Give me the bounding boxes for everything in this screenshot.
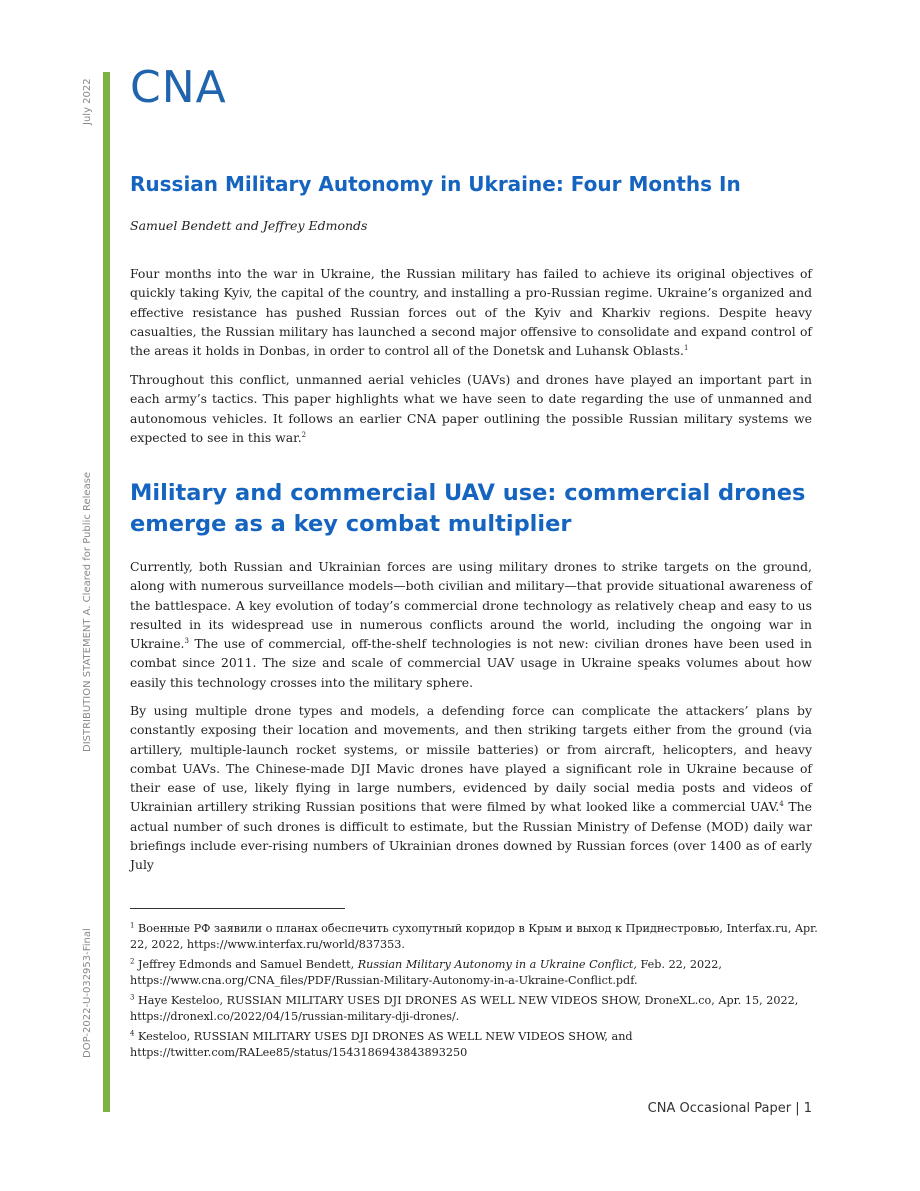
footnote-4-text: Kesteloo, RUSSIAN MILITARY USES DJI DRONES AS WELL NEW VIDEOS SHOW, and https://twitter.com/RALee85/status/1543186943843893250 [130,1030,633,1059]
footnote-3 [130,993,820,1025]
cna-logo [130,62,227,113]
cna-logo-text: CNA [130,62,227,113]
paragraph-2-text: Throughout this conflict, unmanned aerial vehicles (UAVs) and drones have played an important part in each army’s tactics. This paper highlights what we have seen to date regarding the use of unmanned and autonomous vehicles. It follows an earlier CNA paper outlining the possible Russian military systems we expected to see in this war. [130,372,812,445]
authors: Samuel Bendett and Jeffrey Edmonds [130,218,368,233]
footnote-2-number: 2 [130,957,135,966]
footnote-1-number: 1 [130,921,135,930]
footnote-divider [130,908,345,909]
footnote-1 [130,921,820,953]
paragraph-4 [130,701,812,875]
footnote-2-text-b: Feb. 22, 2022, https://www.cna.org/CNA_files/PDF/Russian-Military-Autonomy-in-a-Ukraine-Conflict.pdf. [130,958,722,987]
paragraph-1-text: Four months into the war in Ukraine, the Russian military has failed to achieve its original objectives of quickly taking Kyiv, the capital of the country, and installing a pro-Russian regime. Ukraine’s organized and effective resistance has pushed Russian forces out of the Kyiv and Kharkiv regions. Despite heavy casualties, the Russian military has launched a second major offensive to consolidate and expand control of the areas it holds in Donbas, in order to control all of the Donetsk and Luhansk Oblasts. [130,266,812,359]
footnote-ref-4[interactable]: 4 [779,800,784,809]
footnote-ref-3[interactable]: 3 [184,637,189,646]
footnote-2 [130,957,820,989]
paragraph-4-text-a: By using multiple drone types and models, a defending force can complicate the attackers’ plans by constantly exposing their location and movements, and then striking targets either from the ground (via artillery, multiple-launch rocket systems, or missile batteries) or from aircraft, helicopters, and heavy combat UAVs. The Chinese-made DJI Mavic drones have played a significant role in Ukraine because of their ease of use, likely flying in large numbers, evidenced by daily social media posts and videos of Ukrainian artillery striking Russian positions that were filmed by what looked like a commercial UAV. [130,703,812,815]
page-footer: CNA Occasional Paper | 1 [647,1101,812,1116]
footnote-ref-2[interactable]: 2 [301,430,307,439]
paragraph-3-text-a: Currently, both Russian and Ukrainian forces are using military drones to strike targets on the ground, along with numerous surveillance models—both civilian and military—that provide situational awareness of the battlespace. A key evolution of today’s commercial drone technology as relatively cheap and easy to us resulted in its widespread use in numerous conflicts around the world, including the ongoing war in Ukraine. [130,559,812,652]
paragraph-3-text-b: The use of commercial, off-the-shelf technologies is not new: civilian drones have been used in combat since 2011. The size and scale of commercial UAV usage in Ukraine speaks volumes about how easily this technology crosses into the military sphere. [130,636,812,690]
paragraph-3 [130,557,812,692]
document-id: DOP-2022-U-032953-Final [82,928,93,1058]
page-title: Russian Military Autonomy in Ukraine: Four Months In [130,172,741,196]
footnote-ref-1[interactable]: 1 [683,344,689,353]
footnote-4 [130,1029,820,1061]
green-accent-bar [103,72,110,1112]
footnote-4-number: 4 [130,1029,135,1038]
section-heading: Military and commercial UAV use: commercial drones emerge as a key combat multiplier [130,480,806,537]
footnote-3-number: 3 [130,993,135,1002]
footnote-3-text: Haye Kesteloo, RUSSIAN MILITARY USES DJI DRONES AS WELL NEW VIDEOS SHOW, DroneXL.co, Apr. 15, 2022, https://dronexl.co/2022/04/15/russian-military-dji-drones/. [130,994,799,1023]
footnote-2-title: Russian Military Autonomy in a Ukraine Conflict, [357,958,637,971]
paragraph-2 [130,370,812,447]
footnote-1-text: Военные РФ заявили о планах обеспечить сухопутный коридор в Крым и выход к Приднестровью, Interfax.ru, Apr. 22, 2022, https://www.interfax.ru/world/837353. [130,922,818,951]
footnote-2-text-a: Jeffrey Edmonds and Samuel Bendett, [134,958,358,971]
paragraph-1 [130,264,812,360]
paragraph-4-text-b: The actual number of such drones is difficult to estimate, but the Russian Ministry of Defense (MOD) daily war briefings include ever-rising numbers of Ukrainian drones downed by Russian forces (over 1400 as of early July [130,799,812,873]
side-date: July 2022 [82,78,93,125]
distribution-statement: DISTRIBUTION STATEMENT A. Cleared for Public Release [82,471,93,752]
